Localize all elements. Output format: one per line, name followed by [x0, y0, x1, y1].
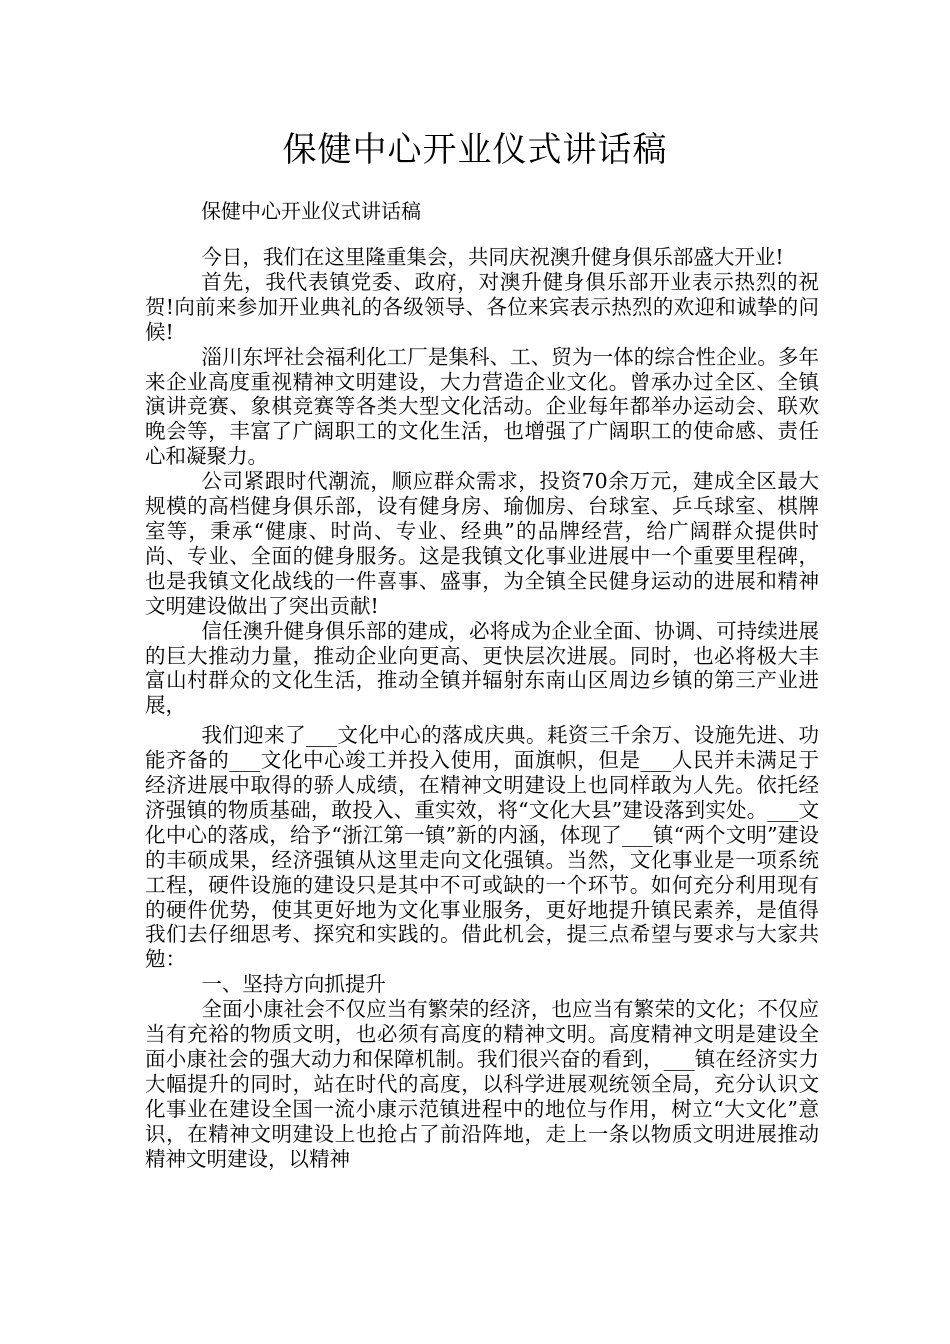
paragraph-section-1: 全面小康社会不仅应当有繁荣的经济，也应当有繁荣的文化；不仅应当有充裕的物质文明，也必须有高度的精神文明。高度精神文明是建设全面小康社会的强大动力和保障机制。我们很兴奋的看到，___镇在经济实力大幅提升的同时，站在时代的高度，以科学进展观统领全局，充分认识文化事业在建设全国一流小康示范镇进程中的地位与作用，树立“大文化”意识，在精神文明建设上也抢占了前沿阵地，走上一条以物质文明进展推动精神文明建设，以精神 [145, 997, 819, 1171]
paragraph-investment: 公司紧跟时代潮流，顺应群众需求，投资70余万元，建成全区最大规模的高档健身俱乐部，设有健身房、瑜伽房、台球室、乒乓球室、棋牌室等，秉承“健康、时尚、专业、经典”的品牌经营，给广阔群众提供时尚、专业、全面的健身服务。这是我镇文化事业进展中一个重要里程碑，也是我镇文化战线的一件喜事、盛事，为全镇全民健身运动的进展和精神文明建设做出了突出贡献! [145, 469, 819, 618]
paragraph-congratulations: 首先，我代表镇党委、政府，对澳升健身俱乐部开业表示热烈的祝贺!向前来参加开业典礼的各级领导、各位来宾表示热烈的欢迎和诚挚的问候! [145, 269, 819, 344]
document-title: 保健中心开业仪式讲话稿 [282, 130, 668, 170]
document-body [145, 245, 819, 1172]
paragraph-outlook: 信任澳升健身俱乐部的建成，必将成为企业全面、协调、可持续进展的巨大推动力量，推动企业向更高、更快层次进展。同时，也必将极大丰富山村群众的文化生活，推动全镇并辐射东南山区周边乡镇的第三产业进展， [145, 618, 819, 718]
section-heading-1: 一、坚持方向抓提升 [201, 972, 386, 997]
paragraph-enterprise: 淄川东坪社会福利化工厂是集科、工、贸为一体的综合性企业。多年来企业高度重视精神文明建设，大力营造企业文化。曾承办过全区、全镇演讲竞赛、象棋竞赛等各类大型文化活动。企业每年都举办运动会、联欢晚会等，丰富了广阔职工的文化生活，也增强了广阔职工的使命感、责任心和凝聚力。 [145, 344, 819, 469]
document-subtitle: 保健中心开业仪式讲话稿 [201, 199, 421, 223]
paragraph-opening: 今日，我们在这里隆重集会，共同庆祝澳升健身俱乐部盛大开业! [201, 245, 784, 269]
paragraph-culture-center: 我们迎来了___文化中心的落成庆典。耗资三千余万、设施先进、功能齐备的___文化中心竣工并投入使用，面旗帜，但是___人民并未满足于经济进展中取得的骄人成绩，在精神文明建设上也同样敢为人先。依托经济强镇的物质基础，敢投入、重实效，将“文化大县”建设落到实处。___文化中心的落成，给予“浙江第一镇”新的内涵，体现了___镇“两个文明”建设的丰硕成果，经济强镇从这里走向文化强镇。当然，文化事业是一项系统工程，硬件设施的建设只是其中不可或缺的一个环节。如何充分利用现有的硬件优势，使其更好地为文化事业服务，更好地提升镇民素养，是值得我们去仔细思考、探究和实践的。借此机会，提三点希望与要求与大家共勉： [145, 723, 819, 972]
